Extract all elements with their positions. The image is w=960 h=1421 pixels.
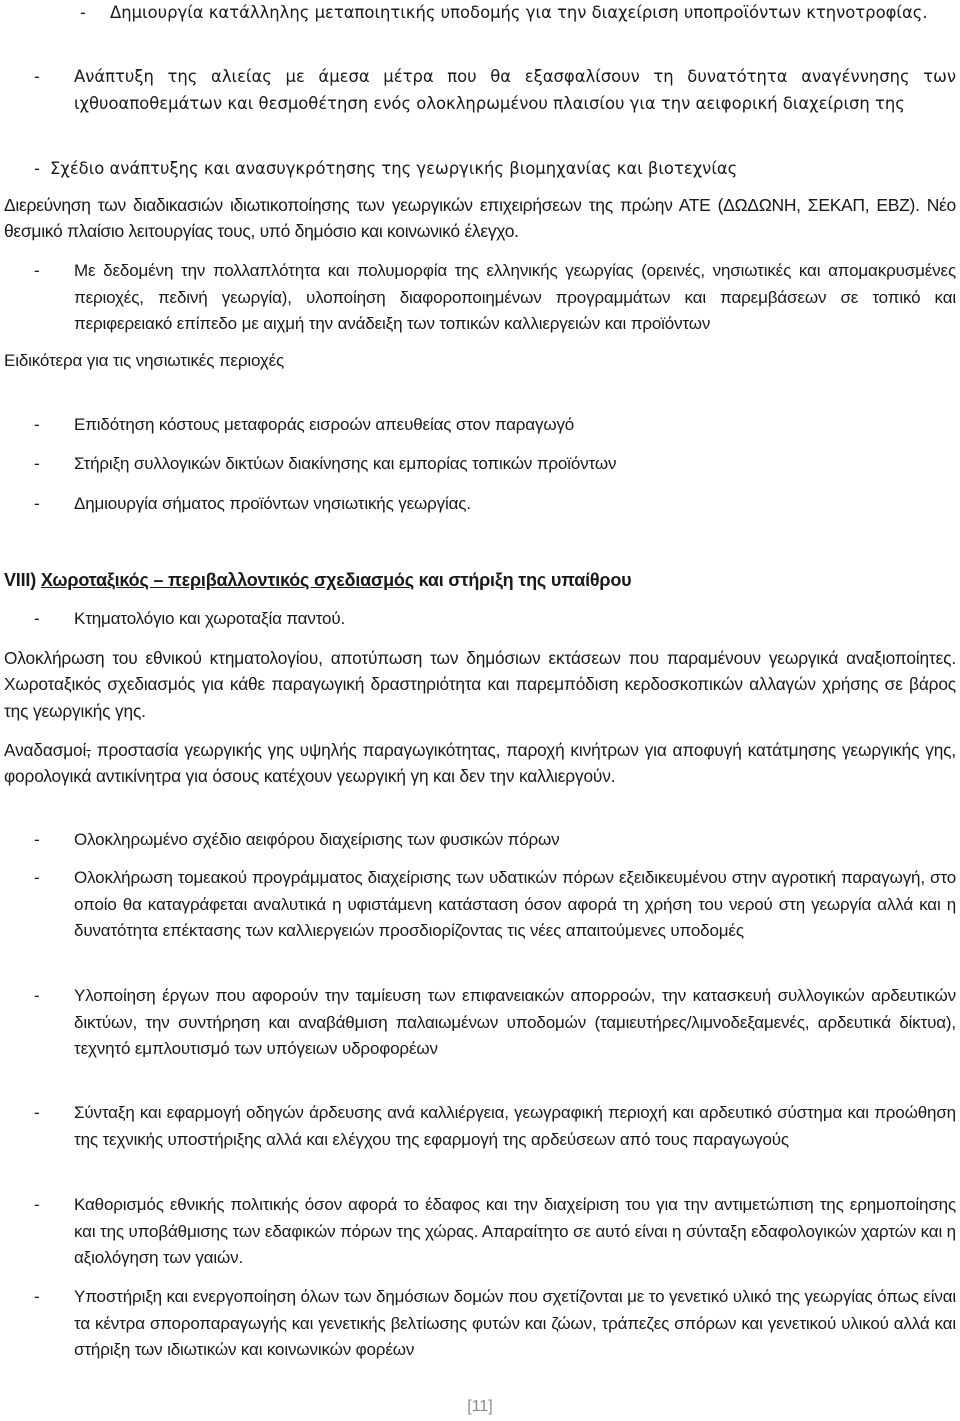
list-item-natural-resources xyxy=(4,827,956,854)
bullet-dash: - xyxy=(34,494,40,513)
bullet-dash: - xyxy=(34,1287,40,1306)
bullet-dash: - xyxy=(34,261,40,280)
list-item-cadastre xyxy=(4,606,956,633)
page-number: [11] xyxy=(467,1398,493,1415)
list-item-water-program xyxy=(4,865,956,945)
list-item-diversity xyxy=(4,258,956,338)
list-item-text: Ανάπτυξη της αλιείας με άμεσα μέτρα που θα εξασφαλίσουν τη δυνατότητα αναγέννησης των ιχθυοαποθεμάτων και θεσμοθέτηση ενός ολοκληρωμένου πλαισίου για την αειφορική διαχείριση της xyxy=(74,67,956,113)
list-item-industry-plan xyxy=(4,156,956,183)
list-item-text: Υποστήριξη και ενεργοποίηση όλων των δημόσιων δομών που σχετίζονται με το γενετικό υλικό της γεωργίας όπως είναι τα κέντρα σποροπαραγωγής και γενετικής βελτίωσης φυτών και ζώων, τράπεζες σπόρων και γενετικού υλικού αλλά και στήριξη των ιδιωτικών και κοινωνικών φορέων xyxy=(74,1287,956,1360)
list-item-text: Καθορισμός εθνικής πολιτικής όσον αφορά το έδαφος και την διαχείριση του για την αντιμετώπιση της ερημοποίησης και της υποβάθμισης των εδαφικών πόρων της χώρας. Απαραίτητο σε αυτό είναι η σύνταξη εδαφολογικών χαρτών και η αξιολόγηση των γαιών. xyxy=(74,1195,956,1268)
bullet-dash: - xyxy=(34,1195,40,1214)
list-item-text: Δημιουργία σήματος προϊόντων νησιωτικής γεωργίας. xyxy=(74,494,471,513)
bullet-dash: - xyxy=(34,868,40,887)
list-item-transport-subsidy xyxy=(4,412,956,439)
paragraph-islands: Ειδικότερα για τις νησιωτικές περιοχές xyxy=(4,351,285,370)
bullet-dash: - xyxy=(80,3,86,22)
list-item-text: Ολοκλήρωση τομεακού προγράμματος διαχείρισης των υδατικών πόρων εξειδικευμένου στην αγροτική παραγωγή, στο οποίο θα καταγράφεται αναλυτικά η υφιστάμενη κατάσταση όσον αφορά τη χρήση του νερού στη γεωργία αλλά και η δυνατότητα επέκτασης των καλλιεργειών προσδιορίζοντας τις νέες απαιτούμενες υποδομές xyxy=(74,868,956,941)
bullet-dash: - xyxy=(34,415,40,434)
paragraph-cadastre-completion: Ολοκλήρωση του εθνικού κτηματολογίου, αποτύπωση των δημόσιων εκτάσεων που παραμένουν γεωργικά αναξιοποίητες. Χωροταξικός σχεδιασμός για κάθε παραγωγική δραστηριότητα και παρεμπόδιση κερδοσκοπικών αλλαγών χρήσης σε βάρος της γεωργικής γης. xyxy=(4,648,956,721)
list-item xyxy=(4,0,956,27)
list-item-water-works xyxy=(4,983,956,1063)
bullet-dash: - xyxy=(34,159,40,178)
list-item-text: Στήριξη συλλογικών δικτύων διακίνησης και εμπορίας τοπικών προϊόντων xyxy=(74,454,617,473)
heading-prefix: VIII) xyxy=(4,570,41,590)
list-item-soil-policy xyxy=(4,1192,956,1272)
heading-rest: και στήριξη της υπαίθρου xyxy=(413,570,632,590)
list-item-networks xyxy=(4,451,956,478)
bullet-dash: - xyxy=(34,67,40,86)
list-item-text: Κτηματολόγιο και χωροταξία παντού. xyxy=(74,609,346,628)
list-item-text: Δημιουργία κατάλληλης μεταποιητικής υποδομής για την διαχείριση υποπροϊόντων κτηνοτροφίας. xyxy=(110,3,928,22)
document-page xyxy=(4,0,956,1421)
list-item-island-brand xyxy=(4,491,956,518)
list-item-text: Υλοποίηση έργων που αφορούν την ταμίευση των επιφανειακών απορροών, την κατασκευή συλλογικών αρδευτικών δικτύων, την συντήρηση και αναβάθμιση παλαιωμένων υποδομών (ταμιευτήρες/λιμνοδεξαμενές, αρδευτικά δίκτυα), τεχνητό εμπλουτισμό των υπόγειων υδροφορέων xyxy=(74,986,956,1059)
heading-underlined: Χωροταξικός – περιβαλλοντικός σχεδιασμός xyxy=(40,570,414,590)
list-item-text: Ολοκληρωμένο σχέδιο αειφόρου διαχείρισης των φυσικών πόρων xyxy=(74,830,560,849)
bullet-dash: - xyxy=(34,1103,40,1122)
list-item-text: Σχέδιο ανάπτυξης και ανασυγκρότησης της γεωργικής βιομηχανίας και βιοτεχνίας xyxy=(50,159,738,178)
list-item-text: Σύνταξη και εφαρμογή οδηγών άρδευσης ανά καλλιέργεια, γεωγραφική περιοχή και αρδευτικό σύστημα και προώθηση της τεχνικής υποστήριξης αλλά και ελέγχου της εφαρμογή της αρδεύσεων από τους παραγωγούς xyxy=(74,1103,956,1149)
section-top xyxy=(4,0,956,27)
list-item-text: Με δεδομένη την πολλαπλότητα και πολυμορφία της ελληνικής γεωργίας (ορεινές, νησιωτικές και απομακρυσμένες περιοχές, πεδινή γεωργία), υλοποίηση διαφοροποιημένων προγραμμάτων και παρεμβάσεων σε τοπικό και περιφερειακό επίπεδο με αιχμή την ανάδειξη των τοπικών καλλιεργειών και προϊόντων xyxy=(74,261,956,333)
bullet-dash: - xyxy=(34,609,40,628)
section-heading-viii xyxy=(4,567,956,594)
bullet-dash: - xyxy=(34,830,40,849)
paragraph-privatization: Διερεύνηση των διαδικασιών ιδιωτικοποίησης των γεωργικών επιχειρήσεων της πρώην ΑΤΕ (ΔΩΔΩΝΗ, ΣΕΚΑΠ, ΕΒΖ). Νέο θεσμικό πλαίσιο λειτουργίας τους, υπό δημόσιο και κοινωνικό έλεγχο. xyxy=(4,195,956,241)
list-item-fishery xyxy=(4,64,956,117)
list-item-text: Επιδότηση κόστους μεταφοράς εισροών απευθείας στον παραγωγό xyxy=(74,415,575,434)
list-item-genetic-material xyxy=(4,1284,956,1364)
paragraph-land-consolidation: Αναδασμοί, προστασία γεωργικής γης υψηλής παραγωγικότητας, παροχή κινήτρων για αποφυγή κατάτμησης γεωργικής γης, φορολογικά αντικίνητρα για όσους κατέχουν γεωργική γη και δεν την καλλιεργούν. xyxy=(4,740,956,787)
bullet-dash: - xyxy=(34,454,40,473)
list-item-irrigation-guides xyxy=(4,1100,956,1153)
bullet-dash: - xyxy=(34,986,40,1005)
